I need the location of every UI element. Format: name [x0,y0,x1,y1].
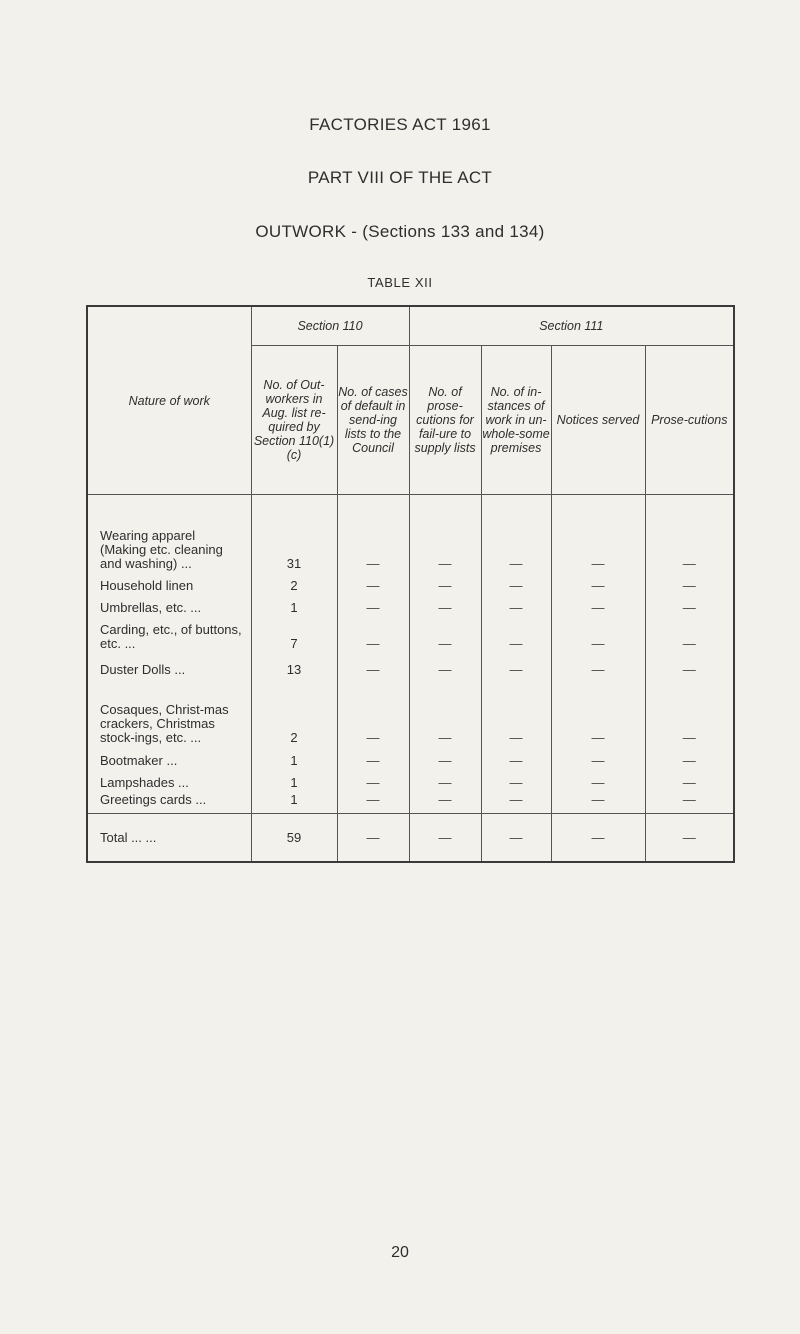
row-outworkers: 2 [251,677,337,745]
total-label: Total ... ... [87,814,251,863]
table-row [87,495,734,571]
total-prosecutions-lists: — [409,814,481,863]
outwork-title: OUTWORK - (Sections 133 and 134) [255,222,545,241]
section-111-header: Section 111 [409,306,734,346]
row-notices: — [551,615,645,651]
row-label: Greetings cards ... [87,790,251,814]
row-outworkers: 1 [251,790,337,814]
row-label: Wearing apparel (Making etc. cleaning and washing) ... [87,495,251,571]
row-notices: — [551,651,645,677]
row-outworkers: 2 [251,571,337,593]
row-prosecutions: — [682,729,696,745]
row-label: Bootmaker ... [87,745,251,768]
total-unwholesome: — [481,814,551,863]
table-row [87,745,734,768]
row-prosecutions: — [682,599,696,615]
page-number: 20 [391,1244,409,1261]
part-title: PART VIII OF THE ACT [307,168,493,187]
row-default: — [337,571,409,593]
table-title: TABLE XII [367,275,433,290]
table-row [87,790,734,814]
row-prosecutions: — [682,555,696,571]
row-prosecutions-lists: — [409,615,481,651]
row-label: Carding, etc., of buttons, etc. ... [87,615,251,651]
row-unwholesome: — [481,495,551,571]
row-notices: — [551,495,645,571]
row-prosecutions: — [682,577,696,593]
row-default: — [337,651,409,677]
row-prosecutions: — [682,792,696,807]
act-title: FACTORIES ACT 1961 [309,115,491,134]
row-unwholesome: — [481,651,551,677]
row-default: — [337,790,409,814]
row-default: — [337,495,409,571]
row-prosecutions: — [682,774,696,790]
row-prosecutions-lists: — [409,495,481,571]
row-notices: — [551,677,645,745]
row-default: — [337,745,409,768]
row-label: Umbrellas, etc. ... [87,593,251,615]
row-prosecutions: — [682,635,696,651]
total-notices: — [551,814,645,863]
row-unwholesome: — [481,571,551,593]
row-label: Lampshades ... [87,768,251,790]
row-default: — [337,593,409,615]
section-110-header: Section 110 [251,306,409,346]
row-unwholesome: — [481,615,551,651]
row-unwholesome: — [481,593,551,615]
row-outworkers: 1 [251,593,337,615]
row-prosecutions-lists: — [409,571,481,593]
row-prosecutions: — [682,752,696,768]
nature-of-work-header: Nature of work [87,306,251,495]
row-prosecutions: — [682,661,696,677]
col-prosecutions-header: Prose-cutions [645,346,734,495]
table-row [87,651,734,677]
total-outworkers: 59 [251,814,337,863]
total-row [87,814,734,863]
table-row [87,615,734,651]
col-outworkers-header: No. of Out-workers in Aug. list re-quired by Section 110(1) (c) [251,346,337,495]
row-outworkers: 1 [251,745,337,768]
row-prosecutions-lists: — [409,768,481,790]
row-default: — [337,768,409,790]
row-unwholesome: — [481,745,551,768]
total-prosecutions: — [645,814,734,863]
row-label: Cosaques, Christ-mas crackers, Christmas stock-ings, etc. ... [87,677,251,745]
total-default: — [337,814,409,863]
outwork-table [86,305,735,863]
row-prosecutions-lists: — [409,745,481,768]
row-prosecutions-lists: — [409,651,481,677]
row-notices: — [551,593,645,615]
table-row [87,593,734,615]
row-notices: — [551,745,645,768]
row-label: Household linen [87,571,251,593]
row-outworkers: 31 [251,495,337,571]
row-default: — [337,677,409,745]
row-unwholesome: — [481,790,551,814]
row-prosecutions-lists: — [409,790,481,814]
col-default-cases-header: No. of cases of default in send-ing lists to the Council [337,346,409,495]
col-notices-header: Notices served [551,346,645,495]
section-header-row [87,306,734,346]
row-prosecutions-lists: — [409,677,481,745]
table-row [87,677,734,745]
row-prosecutions-lists: — [409,593,481,615]
row-unwholesome: — [481,677,551,745]
row-notices: — [551,768,645,790]
table-row [87,571,734,593]
row-notices: — [551,790,645,814]
table-row [87,768,734,790]
row-notices: — [551,571,645,593]
row-outworkers: 7 [251,615,337,651]
col-unwholesome-header: No. of in-stances of work in un-whole-some premises [481,346,551,495]
row-outworkers: 13 [251,651,337,677]
row-unwholesome: — [481,768,551,790]
row-label: Duster Dolls ... [87,651,251,677]
col-prosecutions-lists-header: No. of prose-cutions for fail-ure to supply lists [409,346,481,495]
row-default: — [337,615,409,651]
row-outworkers: 1 [251,768,337,790]
